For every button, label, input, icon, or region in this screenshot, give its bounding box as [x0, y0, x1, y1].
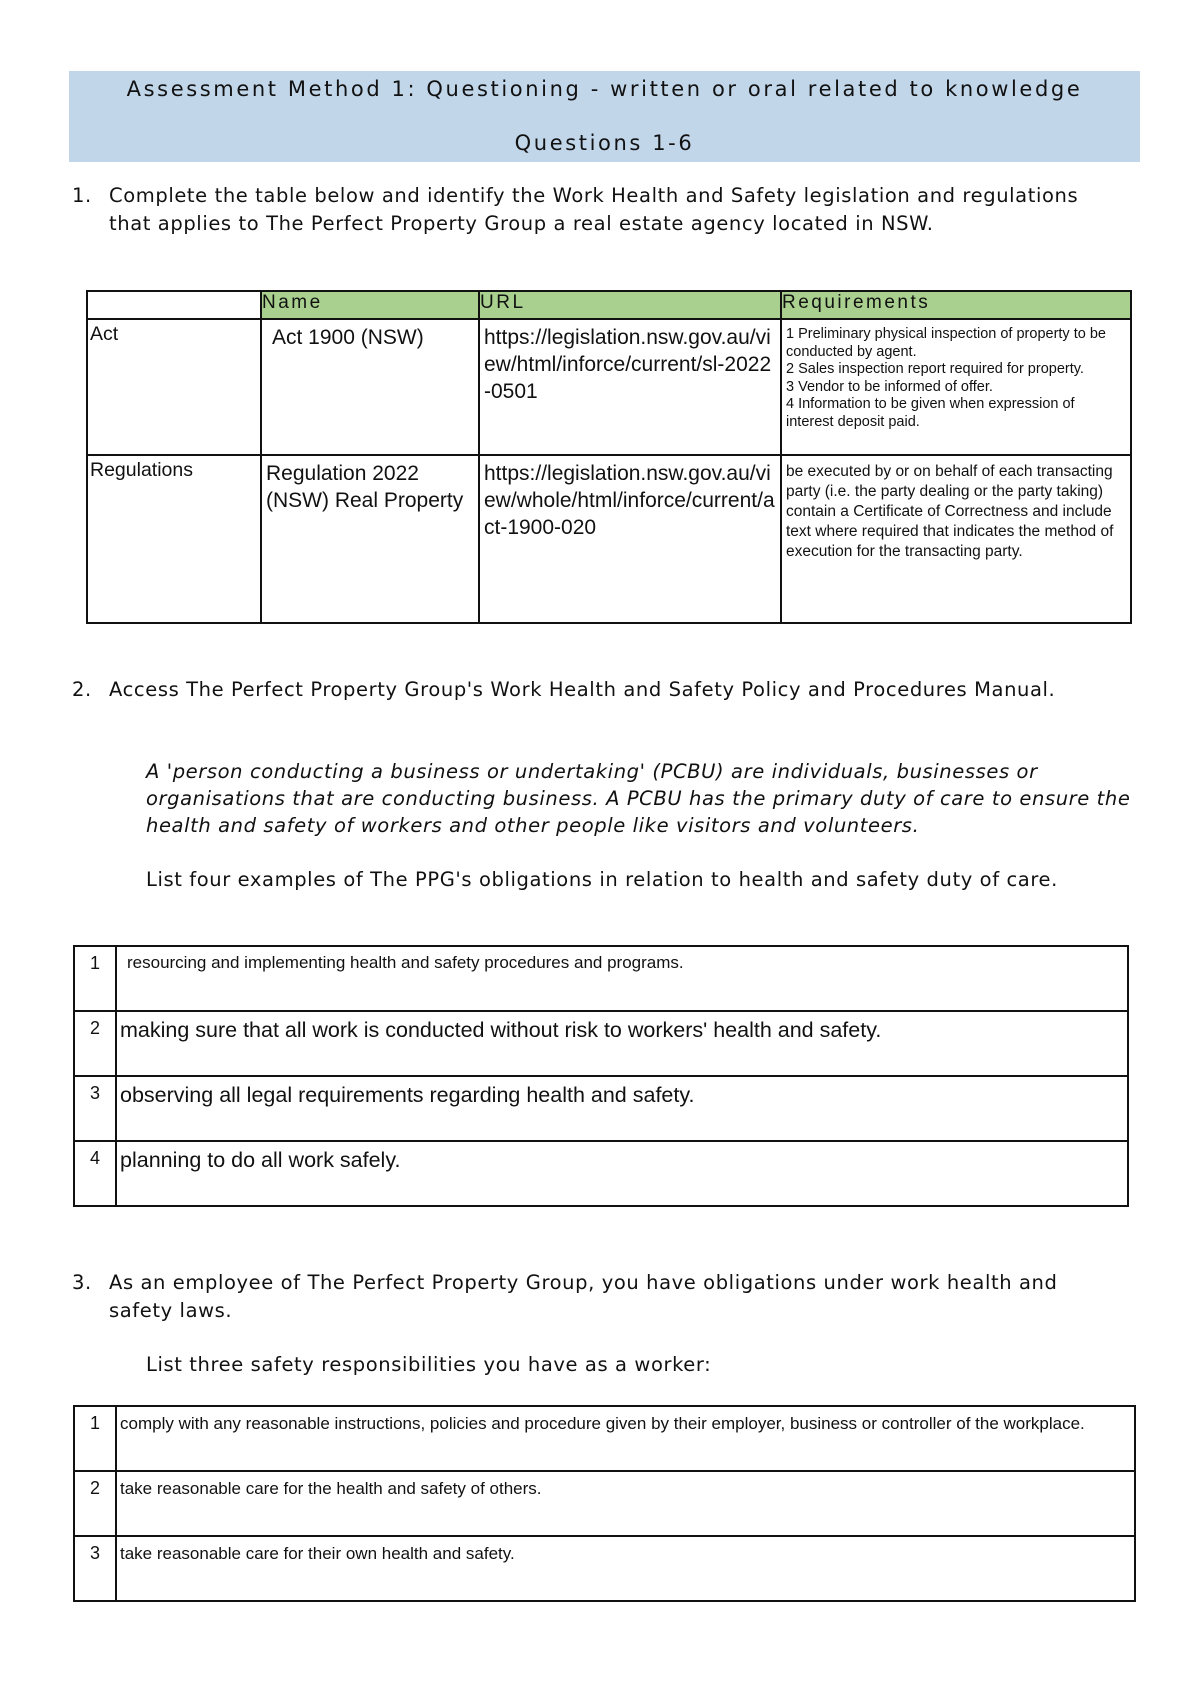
- answer-cell: take reasonable care for their own health and safety.: [116, 1536, 1135, 1601]
- table-row: [74, 1471, 1135, 1536]
- row-number: 3: [74, 1536, 116, 1601]
- row-number: 1: [74, 1406, 116, 1471]
- table-row: [74, 1076, 1128, 1141]
- question-instruction: List four examples of The PPG's obligations in relation to health and safety duty of care.: [146, 868, 1058, 891]
- question-text: Access The Perfect Property Group's Work Health and Safety Policy and Procedures Manual.: [109, 678, 1056, 701]
- answer-cell: resourcing and implementing health and safety procedures and programs.: [116, 946, 1128, 1011]
- table-row: [87, 455, 1131, 623]
- requirement-item: 3 Vendor to be informed of offer.: [786, 378, 993, 395]
- row-requirements: [781, 319, 1131, 455]
- row-number: 4: [74, 1141, 116, 1206]
- table-row: [87, 319, 1131, 455]
- answer-cell: comply with any reasonable instructions, policies and procedure given by their employer, business or controller of the workplace.: [116, 1406, 1135, 1471]
- requirement-item: 2 Sales inspection report required for property.: [786, 361, 1084, 377]
- row-url: https://legislation.nsw.gov.au/view/whole/html/inforce/current/act-1900-020: [479, 455, 781, 623]
- header-cell-blank: [87, 291, 261, 319]
- answer-cell: making sure that all work is conducted without risk to workers' health and safety.: [116, 1011, 1128, 1076]
- row-name: Regulation 2022 (NSW) Real Property: [261, 455, 479, 623]
- question-number: 2.: [72, 678, 92, 701]
- requirement-item: 4 Information to be given when expression of interest deposit paid.: [786, 396, 1075, 430]
- header-cell-url: URL: [479, 291, 781, 319]
- responsibilities-table: [73, 1405, 1136, 1602]
- question-instruction: List three safety responsibilities you have as a worker:: [146, 1353, 712, 1376]
- row-number: 3: [74, 1076, 116, 1141]
- question-1: [72, 182, 1082, 238]
- row-number: 1: [74, 946, 116, 1011]
- assessment-header: [69, 71, 1140, 162]
- header-cell-name: Name: [261, 291, 479, 319]
- legislation-table: [86, 290, 1132, 624]
- row-number: 2: [74, 1011, 116, 1076]
- requirement-item: be executed by or on behalf of each transacting party (i.e. the party dealing or the party taking): [786, 463, 1113, 500]
- obligations-table: [73, 945, 1129, 1207]
- assessment-title: Assessment Method 1: Questioning - written or oral related to knowledge: [126, 77, 1083, 101]
- header-cell-requirements: Requirements: [781, 291, 1131, 319]
- question-text: Complete the table below and identify the Work Health and Safety legislation and regulations that applies to The Perfect Property Group a real estate agency located in NSW.: [109, 184, 1079, 235]
- row-number: 2: [74, 1471, 116, 1536]
- answer-cell: planning to do all work safely.: [116, 1141, 1128, 1206]
- answer-cell: take reasonable care for the health and safety of others.: [116, 1471, 1135, 1536]
- requirement-item: 1 Preliminary physical inspection of property to be conducted by agent.: [786, 326, 1106, 360]
- row-requirements: [781, 455, 1131, 623]
- table-row: [74, 1141, 1128, 1206]
- table-row: [74, 946, 1128, 1011]
- row-label: Act: [87, 319, 261, 455]
- requirement-item: contain a Certificate of Correctness and include text where required that indicates the method of execution for the transacting party.: [786, 503, 1114, 560]
- assessment-subtitle: Questions 1-6: [514, 131, 695, 155]
- row-name: Act 1900 (NSW): [261, 319, 479, 455]
- table-header-row: [87, 291, 1131, 319]
- question-2: [72, 676, 1082, 704]
- question-number: 3.: [72, 1271, 92, 1294]
- row-label: Regulations: [87, 455, 261, 623]
- row-url: https://legislation.nsw.gov.au/view/html/inforce/current/sl-2022-0501: [479, 319, 781, 455]
- table-row: [74, 1011, 1128, 1076]
- question-text: As an employee of The Perfect Property Group, you have obligations under work health and safety laws.: [109, 1271, 1058, 1322]
- table-row: [74, 1536, 1135, 1601]
- pcbu-definition: A 'person conducting a business or undertaking' (PCBU) are individuals, businesses or organisations that are conducting business. A PCBU has the primary duty of care to ensure the health and safety of workers and other people like visitors and volunteers.: [146, 760, 1131, 837]
- answer-cell: observing all legal requirements regarding health and safety.: [116, 1076, 1128, 1141]
- question-3: [72, 1269, 1082, 1325]
- table-row: [74, 1406, 1135, 1471]
- question-number: 1.: [72, 184, 92, 207]
